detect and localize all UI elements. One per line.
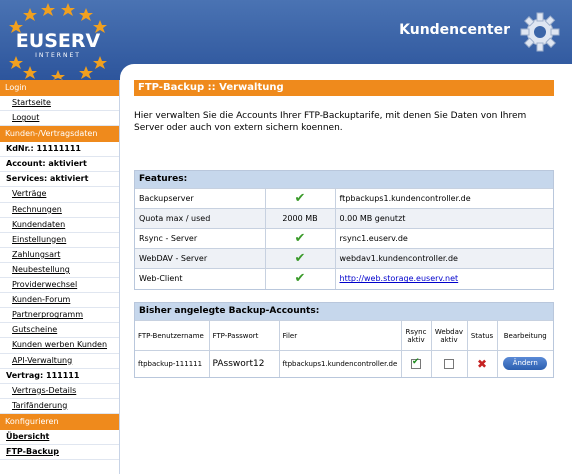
sidebar-item-kundendaten[interactable]: Kundendaten xyxy=(0,218,119,233)
feature-mid xyxy=(265,249,335,269)
feature-mid xyxy=(265,229,335,249)
euserv-logo xyxy=(0,0,120,80)
web-client-link[interactable]: http://web.storage.euserv.net xyxy=(339,274,459,284)
table-header-row xyxy=(135,321,553,351)
sidebar-account-status: Account: aktiviert xyxy=(0,157,119,172)
feature-label: Rsync - Server xyxy=(135,229,265,249)
column-header: Rsync aktiv xyxy=(401,321,431,351)
page-header-title: Kundencenter xyxy=(399,22,510,38)
sidebar-item-neubestellung[interactable]: Neubestellung xyxy=(0,263,119,278)
table-row xyxy=(135,249,553,269)
sidebar-vertrag: Vertrag: 111111 xyxy=(0,369,119,384)
accounts-box xyxy=(134,302,554,378)
sidebar-heading-konfigurieren: Konfigurieren xyxy=(0,414,119,430)
feature-label: Web-Client xyxy=(135,269,265,289)
sidebar-item-zahlungsart[interactable]: Zahlungsart xyxy=(0,248,119,263)
check-icon: ✔ xyxy=(294,191,306,206)
accounts-table xyxy=(135,320,553,377)
feature-label: Quota max / used xyxy=(135,209,265,229)
check-icon: ✔ xyxy=(294,271,306,287)
aendern-button[interactable]: Ändern xyxy=(503,357,547,370)
sidebar-item-logout[interactable]: Logout xyxy=(0,111,119,126)
sidebar-item-kunden-forum[interactable]: Kunden-Forum xyxy=(0,293,119,308)
accounts-heading: Bisher angelegte Backup-Accounts: xyxy=(135,303,553,320)
feature-mid: 2000 MB xyxy=(265,209,335,229)
sidebar-item-rechnungen[interactable]: Rechnungen xyxy=(0,203,119,218)
sidebar-item-tarifaenderung[interactable]: Tarifänderung xyxy=(0,399,119,414)
account-password: PAsswort12 xyxy=(209,351,279,377)
rsync-cell xyxy=(401,351,431,377)
account-filer: ftpbackups1.kundencontroller.de xyxy=(279,351,401,377)
sidebar-item-api-verwaltung[interactable]: API-Verwaltung xyxy=(0,354,119,369)
column-header: Webdav aktiv xyxy=(431,321,467,351)
content-corner xyxy=(120,64,572,80)
page-title: FTP-Backup :: Verwaltung xyxy=(134,80,554,96)
column-header: Bearbeitung xyxy=(497,321,553,351)
features-table xyxy=(135,188,553,289)
table-row xyxy=(135,229,553,249)
sidebar-item-startseite[interactable]: Startseite xyxy=(0,96,119,111)
check-icon: ✔ xyxy=(294,251,306,266)
sidebar-services-status: Services: aktiviert xyxy=(0,172,119,187)
features-heading: Features: xyxy=(135,171,553,188)
webdav-cell xyxy=(431,351,467,377)
table-row xyxy=(135,351,553,377)
sidebar-item-kunden-werben-kunden[interactable]: Kunden werben Kunden xyxy=(0,338,119,353)
sidebar-item-einstellungen[interactable]: Einstellungen xyxy=(0,233,119,248)
svg-text:INTERNET: INTERNET xyxy=(35,52,81,59)
rsync-checkbox[interactable] xyxy=(411,359,421,369)
sidebar xyxy=(0,80,120,474)
intro-text: Hier verwalten Sie die Accounts Ihrer FTP-Backuptarife, mit denen Sie Daten von Ihrem Server oder auch von extern sichern koennen. xyxy=(134,111,527,133)
table-row xyxy=(135,189,553,209)
feature-value xyxy=(335,269,553,289)
svg-text:EUSERV: EUSERV xyxy=(15,30,101,52)
sidebar-item-providerwechsel[interactable]: Providerwechsel xyxy=(0,278,119,293)
feature-value: rsync1.euserv.de xyxy=(335,229,553,249)
status-cell xyxy=(467,351,497,377)
check-icon: ✔ xyxy=(294,231,306,246)
feature-mid xyxy=(265,189,335,209)
sidebar-item-vertrags-details[interactable]: Vertrags-Details xyxy=(0,384,119,399)
feature-label: WebDAV - Server xyxy=(135,249,265,269)
feature-value: 0.00 MB genutzt xyxy=(335,209,553,229)
column-header: Filer xyxy=(279,321,401,351)
sidebar-item-partnerprogramm[interactable]: Partnerprogramm xyxy=(0,308,119,323)
sidebar-heading-kunden: Kunden-/Vertragsdaten xyxy=(0,126,119,142)
gear-icon xyxy=(520,12,560,52)
sidebar-item-vertraege[interactable]: Verträge xyxy=(0,187,119,202)
sidebar-item-gutscheine[interactable]: Gutscheine xyxy=(0,323,119,338)
header-bar xyxy=(0,0,572,80)
sidebar-heading-login: Login xyxy=(0,80,119,96)
features-box xyxy=(134,170,554,290)
feature-value: webdav1.kundencontroller.de xyxy=(335,249,553,269)
feature-mid xyxy=(265,269,335,289)
column-header: FTP-Benutzername xyxy=(135,321,209,351)
account-username: ftpbackup-111111 xyxy=(135,351,209,377)
table-row xyxy=(135,209,553,229)
feature-label: Backupserver xyxy=(135,189,265,209)
column-header: FTP-Passwort xyxy=(209,321,279,351)
action-cell xyxy=(497,351,553,377)
column-header: Status xyxy=(467,321,497,351)
error-x-icon: ✖ xyxy=(476,356,488,371)
sidebar-kdnr: KdNr.: 11111111 xyxy=(0,142,119,157)
sidebar-item-ftp-backup[interactable]: FTP-Backup xyxy=(0,445,119,460)
main-content xyxy=(134,80,554,371)
table-row xyxy=(135,269,553,289)
webdav-checkbox[interactable] xyxy=(444,359,454,369)
feature-value: ftpbackups1.kundencontroller.de xyxy=(335,189,553,209)
sidebar-item-uebersicht[interactable]: Übersicht xyxy=(0,430,119,445)
